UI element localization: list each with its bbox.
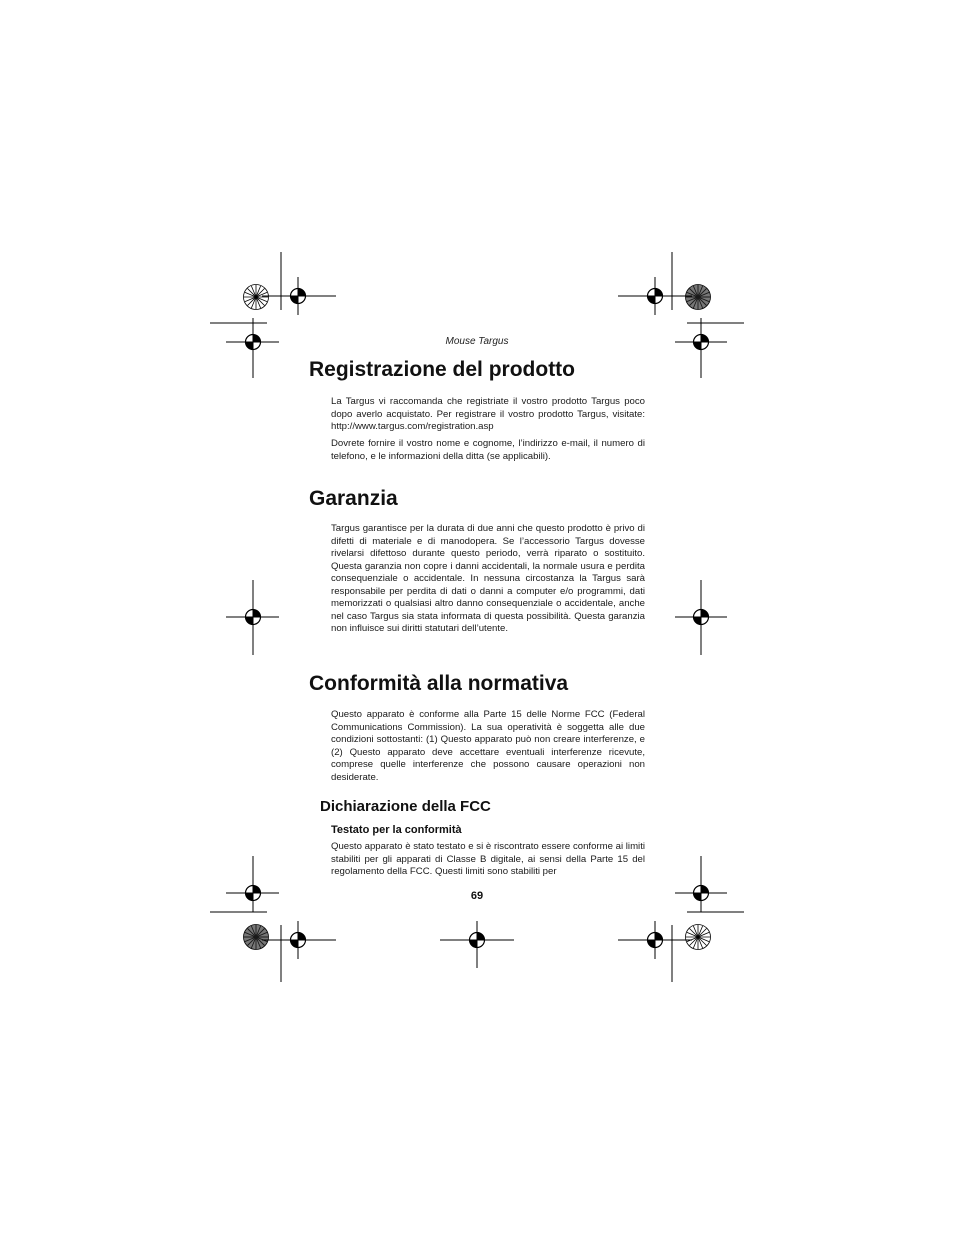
warranty-paragraph: Targus garantisce per la durata di due anni che questo prodotto è privo di difetti di materiale e di manodopera. Se l’accessorio Targus dovesse rivelarsi difettoso durante questo periodo, verrà riparato o sostituito. Questa garanzia non copre i danni accidentali, la normale usura e perdita consequenziale o accidentale. In nessuna circostanza la Targus sarà responsabile per perdita di dati o danni a computer e/o programmi, dati memorizzati o qualsiasi altro danno consequenziale o accidentale, anche nel caso Targus sia stata informata di questa possibilità. Questa garanzia non influisce sui diritti statutari dell’utente. <box>331 523 645 634</box>
crop-marks-top <box>210 252 744 323</box>
star-target-icon <box>244 285 269 310</box>
registration-paragraph-1: La Targus vi raccomanda che registriate il vostro prodotto Targus poco dopo averlo acquistato. Per registrare il vostro prodotto Targus, visitate: http://www.targus.com/registration.asp <box>331 396 645 432</box>
compliance-paragraph: Questo apparato è conforme alla Parte 15 delle Norme FCC (Federal Communications Commission). La sua operatività è soggetta alle due condizioni sottostanti: (1) Questo apparato può non creare interferenze, e (2) Questo apparato deve accettare eventuali interferenze ricevute, comprese quelle interferenze che possono causare operazioni non desiderate. <box>331 709 645 783</box>
compliance-title: Conformità alla normativa <box>309 672 569 695</box>
conformity-test-title: Testato per la conformità <box>331 824 462 836</box>
fcc-statement-title: Dichiarazione della FCC <box>320 798 491 815</box>
page-number: 69 <box>470 890 484 902</box>
conformity-test-paragraph: Questo apparato è stato testato e si è riscontrato essere conforme ai limiti stabiliti per gli apparati di Classe B digitale, ai sensi della Parte 15 del regolamento della FCC. Questi limiti sono stabiliti per <box>331 841 645 877</box>
star-target-icon <box>686 925 711 950</box>
running-head: Mouse Targus <box>445 336 509 347</box>
registration-paragraph-2: Dovrete fornire il vostro nome e cognome, l’indirizzo e-mail, il numero di telefono, e le informazioni della ditta (se applicabili). <box>331 438 645 462</box>
registration-title: Registrazione del prodotto <box>309 358 576 381</box>
star-target-icon <box>686 285 711 310</box>
star-target-icon <box>244 925 269 950</box>
warranty-title: Garanzia <box>309 487 398 510</box>
